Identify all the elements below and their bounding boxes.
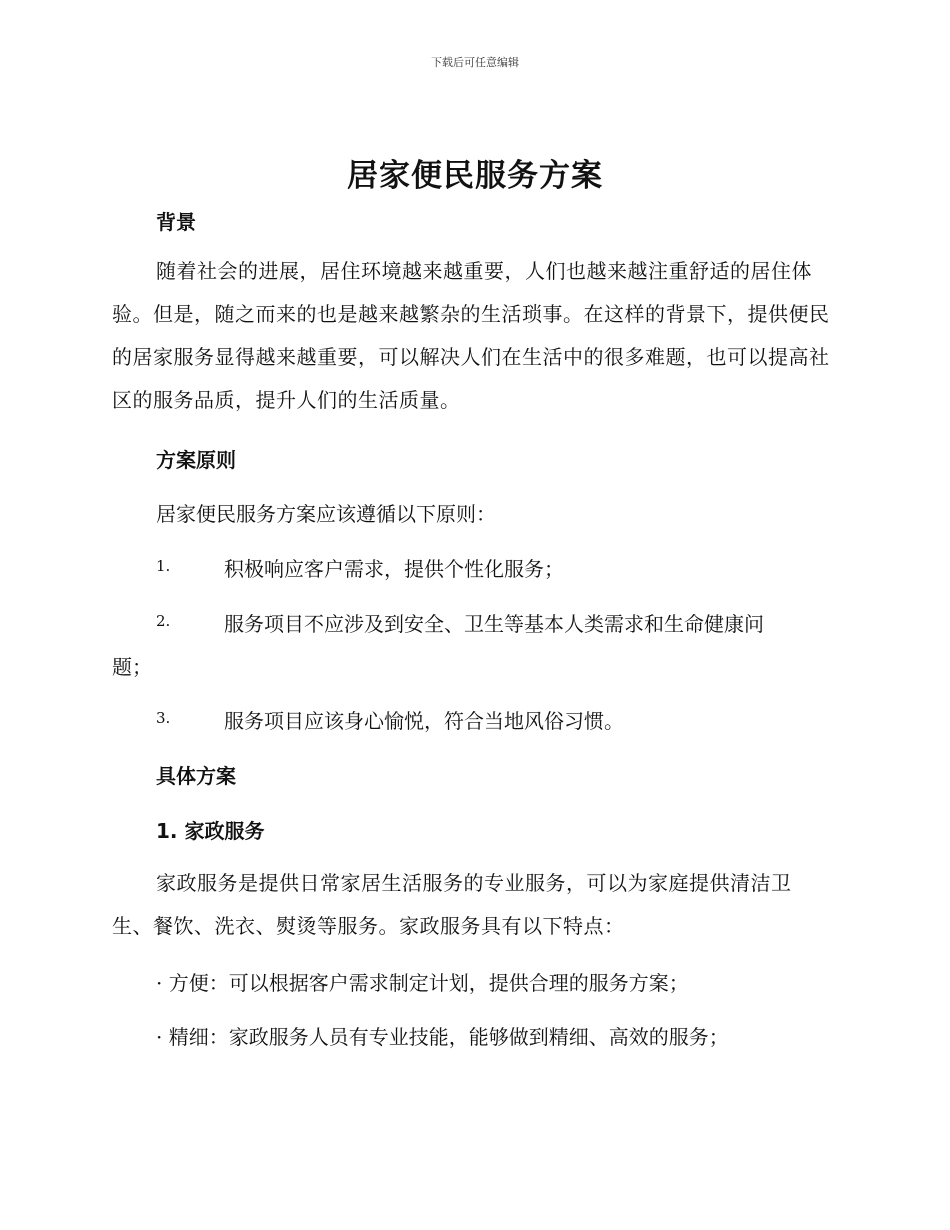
page-header-note: 下载后可任意编辑 xyxy=(431,56,519,69)
heading-background: 背景 xyxy=(156,210,196,234)
list-number-3: 3. xyxy=(156,709,171,727)
list-item-2: 服务项目不应涉及到安全、卫生等基本人类需求和生命健康问 xyxy=(224,612,764,636)
bullet-convenient: · 方便：可以根据客户需求制定计划，提供合理的服务方案； xyxy=(156,971,689,995)
paragraph-housekeeping: 家政服务是提供日常家居生活服务的专业服务，可以为家庭提供清洁卫生、餐饮、洗衣、熨烫等服务。家政服务具有以下特点： xyxy=(112,871,792,938)
list-number-2: 2. xyxy=(156,612,171,630)
principles-intro: 居家便民服务方案应该遵循以下原则： xyxy=(156,502,496,526)
bullet-detailed: · 精细：家政服务人员有专业技能，能够做到精细、高效的服务； xyxy=(156,1025,729,1049)
list-item-2-continuation: 题； xyxy=(112,655,152,679)
list-item-1: 积极响应客户需求，提供个性化服务； xyxy=(224,557,564,581)
subheading-housekeeping: 1. 家政服务 xyxy=(156,819,265,843)
paragraph-background: 随着社会的进展，居住环境越来越重要，人们也越来越注重舒适的居住体验。但是，随之而来的也是越来越繁杂的生活琐事。在这样的背景下，提供便民的居家服务显得越来越重要，可以解决人们在生活中的很多难题，也可以提高社区的服务品质，提升人们的生活质量。 xyxy=(112,259,830,412)
list-number-1: 1. xyxy=(156,557,171,575)
list-item-3: 服务项目应该身心愉悦，符合当地风俗习惯。 xyxy=(224,709,624,733)
heading-plan: 具体方案 xyxy=(156,764,236,788)
document-title: 居家便民服务方案 xyxy=(347,158,603,194)
heading-principles: 方案原则 xyxy=(156,448,236,472)
